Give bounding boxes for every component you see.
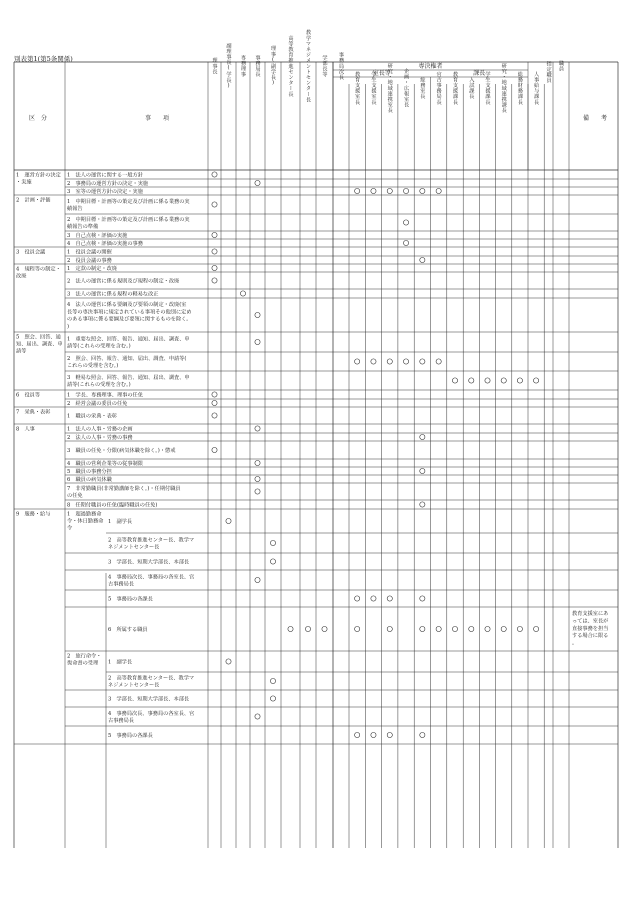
authority-mark [255,339,260,344]
authority-mark [485,378,490,383]
item-label: 5 職員の事務分担 [67,469,112,475]
header-col-11: 研究・地域連携室長 [386,62,393,114]
authority-mark [355,188,360,193]
item-label: 古事務局長 [108,581,134,588]
authority-mark [420,468,425,473]
authority-mark [387,359,392,364]
authority-mark [270,540,275,545]
authority-mark [212,265,217,270]
header-col-21: 指定職員 [545,60,552,84]
authority-mark [255,714,260,719]
category-label: 8 人事 [16,426,35,433]
authority-mark [212,249,217,254]
item-label: 5 事務局の各課長 [108,596,153,603]
item-label: 4 法人の運営に係る要綱及び要領の制定・改廃(室 [67,302,187,309]
authority-mark [534,378,539,383]
subcategory-label: 令 [67,525,73,532]
authority-mark [226,659,231,664]
item-label: 6 所属する職員 [108,627,148,633]
header-col-7: 学部長等 [321,54,328,78]
authority-mark [355,596,360,601]
item-label: 1 副学長 [108,519,133,525]
authority-mark [452,378,457,383]
item-label: 4 自己点検・評価の実施の事務 [67,241,143,247]
item-label: 3 室等の運営方針の決定・実施 [67,189,143,195]
header-col-0: 理事長 [211,57,218,75]
item-label: 8 任期付職員の任免(臨時職員の任免) [67,502,158,509]
header-col-18: 研究・地域連携課長 [500,62,507,114]
subcategory-label: 2 旅行命令・ [67,653,102,660]
category-label: 1 運営方針の決定 [16,172,61,179]
authority-mark [485,626,490,631]
authority-mark [255,577,260,582]
category-label: ・実施 [16,179,32,186]
authority-mark [270,696,275,701]
item-label: 2 中期目標・計画等の策定及び計画に係る業務の実 [67,216,190,223]
remark-text: っては、室長が [572,618,609,625]
item-label: 2 照会、回答、報告、通知、届出、調査、申請等( [67,355,187,362]
item-label: 1 法人の人事・労務の企画 [67,426,133,433]
header-col-2: 専務理事 [240,54,246,78]
authority-mark [255,312,260,317]
authority-mark [387,732,392,737]
header-col-19: 総務財務課長 [516,71,523,105]
subcategory-label: 復命書の受理 [67,660,99,667]
authority-mark [436,188,441,193]
remark-text: する場合に限る [572,633,609,640]
item-label: 2 高等教育推進センター長、教学マ [108,537,195,544]
item-label: 2 経営会議の委員の任免 [67,401,128,407]
category-label: 請等 [16,348,27,355]
authority-mark [270,678,275,683]
item-label: 績報告 [67,206,83,213]
item-label: 4 事務局次長、事務局の各室長、官 [108,710,195,717]
authority-mark [212,392,217,397]
item-label: 3 学部長、短期大学部長、本部長 [108,559,190,566]
authority-mark [212,400,217,405]
item-label: 7 非常勤職員(非常勤講師を除く。)・任期付職員 [67,485,181,492]
authority-mark [226,518,231,523]
header-col-16: 入試課長 [468,76,475,100]
item-label: 1 役員会議の開催 [67,249,112,256]
authority-mark [420,626,425,631]
header-col-22: 職員 [558,60,564,72]
item-label: ネジメントセンター長 [108,682,160,689]
item-label: 1 重要な照会、回答、報告、通知、届出、調査、申 [67,336,190,343]
authority-mark [420,732,425,737]
item-label: の任免 [67,493,83,500]
authority-mark [420,188,425,193]
authority-mark [255,489,260,494]
authority-mark [420,434,425,439]
item-label: 4 職員の営利企業等の従事制限 [67,461,143,467]
header-col-8: 事務局次長 [338,52,344,80]
item-label: 1 副学長 [108,659,133,666]
header-kubun: 区 分 [28,115,48,122]
header-col-20: 人事給与課長 [533,71,540,105]
authority-mark [240,291,245,296]
authority-mark [270,559,275,564]
authority-mark [255,426,260,431]
authority-mark [212,278,217,283]
category-label: 知、届出、調査、申 [16,341,63,348]
authority-mark [534,626,539,631]
authority-mark [517,626,522,631]
item-label: ネジメントセンター長 [108,544,160,551]
category-label: 5 照会、回答、通 [16,334,61,341]
authority-mark [501,378,506,383]
authority-mark [403,220,408,225]
item-label: 5 事務局の各課長 [108,733,153,739]
header-col-9: 教育支援室長 [354,71,361,105]
authority-mark [387,596,392,601]
item-label: 3 法人の運営に係る規程の軽易な改正 [67,291,159,298]
category-label: 6 役員等 [16,392,41,399]
item-label: 2 法人の人事・労務の事務 [67,435,133,441]
authority-mark [403,240,408,245]
header-col-1: 副理事長(学長) [225,42,232,90]
item-label: 2 役員会議の事務 [67,258,112,264]
item-label: 2 事務局の運営方針の決定・実施 [67,181,149,187]
authority-mark [387,188,392,193]
subcategory-label: 1 超過勤務命 [67,511,102,518]
header-senketsu: 専決権者 [418,63,443,70]
authority-mark [420,596,425,601]
header-biko: 備 考 [582,115,608,122]
authority-mark [355,732,360,737]
authority-mark [420,257,425,262]
authority-mark [212,172,217,177]
category-label: 9 服務・給与 [16,511,51,518]
header-col-3: 事務局長 [254,54,261,78]
authority-mark [355,626,360,631]
authority-mark [420,502,425,507]
authority-mark [452,626,457,631]
item-label: 長等の専決事項に規定されている事項その他別に定め [67,309,192,316]
authority-mark [288,626,293,631]
authority-mark [371,188,376,193]
item-label: 6 職員の病気休職 [67,477,112,483]
header-col-4: 理事(副学長) [270,45,276,87]
authority-mark [371,732,376,737]
category-label: 7 栄典・表彰 [16,409,51,416]
authority-mark [501,626,506,631]
item-label: 1 法人の運営に関する一般方針 [67,172,143,179]
authority-mark [255,476,260,481]
table-caption: 別表第1(第5条関係) [14,55,73,63]
authority-mark [212,413,217,418]
remark-text: 教育支援室にあ [572,611,609,617]
authority-mark [436,626,441,631]
authority-mark [212,202,217,207]
authority-mark [371,359,376,364]
authority-mark [517,378,522,383]
item-label: 3 軽易な照会、回答、報告、通知、届出、調査、申 [67,374,190,381]
authority-mark [255,460,260,465]
item-label: 2 法人の運営に係る規則及び規程の制定・改廃 [67,278,180,285]
authority-mark [420,359,425,364]
header-col-12: 企画・広報室長 [403,68,410,108]
authority-mark [212,447,217,452]
category-label: 3 役員会議 [16,249,46,256]
item-label: のある事項に係る要綱及び要領に関するものを除く。 [67,316,192,323]
header-kacho: 課長 [473,70,486,77]
authority-mark [403,188,408,193]
header-col-6: 教学マネジメントセンター長 [305,29,311,103]
header-shitsucho: 室長等 [372,70,391,77]
item-label: 1 職員の栄典・表彰 [67,413,117,420]
category-label: 4 規程等の制定・ [16,266,61,273]
item-label: ) [67,323,70,330]
item-label: 1 中期目標・計画等の策定及び計画に係る業務の実 [67,198,190,205]
authority-mark [305,626,310,631]
authority-mark [355,359,360,364]
authority-mark [322,626,327,631]
header-col-15: 教育支援課長 [452,71,458,105]
authority-mark [212,232,217,237]
authority-mark [403,359,408,364]
remark-text: 直接事務を担当 [572,625,609,632]
item-label: 請等(これらの受理を含む。) [67,382,131,389]
header-jiko: 事 項 [144,115,170,122]
authority-mark [469,378,474,383]
item-label: 3 自己点検・評価の実施 [67,233,128,239]
item-label: 績報告の準備 [67,224,99,231]
item-label: 4 事務局次長、事務局の各室長、官 [108,574,195,581]
item-label: これらの受理を含む。) [67,363,119,370]
item-label: 請等(これらの受理を含む。) [67,343,131,350]
authority-mark [469,626,474,631]
item-label: 3 学部長、短期大学部長、本部長 [108,696,190,703]
item-label: 2 高等教育推進センター長、教学マ [108,675,195,682]
header-col-14: 官古事務局長 [435,71,442,105]
header-col-5: 高等教育推進センター長 [287,35,294,97]
authority-mark [255,180,260,185]
header-col-17: 学生支援課長 [484,71,491,105]
item-label: 古事務局長 [108,718,134,725]
category-label: 改廃 [16,273,27,280]
remark-text: 。 [572,640,578,647]
header-col-10: 学生支援室長 [370,71,377,105]
subcategory-label: 令・休日勤務命 [67,518,104,525]
authority-mark [436,359,441,364]
item-label: 3 職員の任免・分限(病気休職を除く。)・懲戒 [67,448,176,454]
item-label: 1 学長、専務理事、理事の任免 [67,392,143,399]
category-label: 2 計画・評価 [16,197,51,204]
header-col-13: 総務室長 [419,76,426,100]
authority-mark [371,596,376,601]
item-label: 1 定款の制定・改廃 [67,266,117,272]
authority-mark [387,626,392,631]
